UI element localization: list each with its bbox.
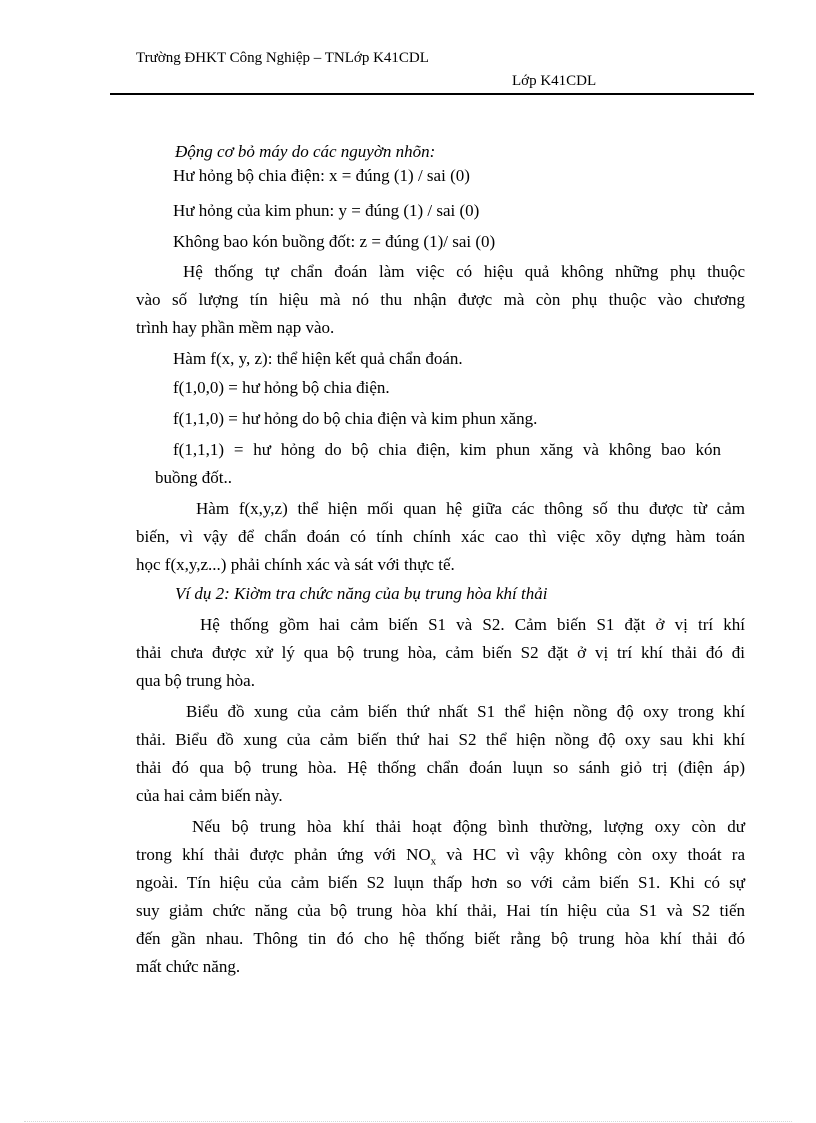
condition-x: Hư hỏng bộ chia điện: x = đúng (1) / sai (0)	[173, 166, 470, 185]
para4-line4: của hai cảm biến này.	[136, 786, 283, 805]
para3-line1: Hệ thống gồm hai cảm biến S1 và S2. Cảm biến S1 đặt ở vị trí khí	[200, 615, 745, 634]
para5-line4: suy giảm chức năng của bộ trung hòa khí thải, Hai tín hiệu của S1 và S2 tiến	[136, 901, 745, 920]
para1-line1: Hệ thống tự chẩn đoán làm việc có hiệu quả không những phụ thuộc	[183, 262, 745, 281]
para2-line2: biến, vì vậy để chẩn đoán có tính chính xác cao thì việc xõy dựng hàm toán	[136, 527, 745, 546]
function-f100: f(1,0,0) = hư hỏng bộ chia điện.	[173, 378, 390, 397]
para2-line3: học f(x,y,z...) phải chính xác và sát với thực tế.	[136, 555, 455, 574]
para4-line2: thải. Biểu đồ xung của cảm biến thứ hai S2 thể hiện nồng độ oxy sau khi khí	[136, 730, 745, 749]
function-definition: Hàm f(x, y, z): thể hiện kết quả chẩn đoán.	[173, 349, 463, 368]
condition-y: Hư hỏng của kim phun: y = đúng (1) / sai (0)	[173, 201, 480, 220]
para5-line2-start: trong khí thải được phản ứng với NO	[136, 845, 431, 864]
header-divider	[110, 93, 754, 95]
para5-line2-end: và HC vì vậy không còn oxy thoát ra	[436, 845, 745, 864]
function-f111-line2: buồng đốt..	[155, 468, 232, 487]
para5-line3: ngoài. Tín hiệu của cảm biến S2 luụn thấp hơn so với cảm biến S1. Khi có sự	[136, 873, 745, 892]
condition-z: Không bao kón buồng đốt: z = đúng (1)/ sai (0)	[173, 232, 496, 251]
para4-line3: thải đó qua bộ trung hòa. Hệ thống chẩn đoán luụn so sánh giỏ trị (điện áp)	[136, 758, 745, 777]
para3-line3: qua bộ trung hòa.	[136, 671, 255, 690]
para2-line1: Hàm f(x,y,z) thể hiện mối quan hệ giữa các thông số thu được từ cảm	[196, 499, 745, 518]
para1-line3: trình hay phần mềm nạp vào.	[136, 318, 335, 337]
nox-subscript: x	[430, 855, 437, 868]
example-2-heading: Ví dụ 2: Kiờm tra chức năng của bụ trung hòa khí thải	[175, 584, 548, 603]
para4-line1: Biểu đồ xung của cảm biến thứ nhất S1 thể hiện nồng độ oxy trong khí	[186, 702, 745, 721]
para5-line6: mất chức năng.	[136, 957, 241, 976]
para3-line2: thải chưa được xử lý qua bộ trung hòa, cảm biến S2 đặt ở vị trí khí thải đó đi	[136, 643, 745, 662]
para5-line2	[136, 845, 745, 871]
page-bottom-edge	[24, 1121, 792, 1122]
function-f111-line1: f(1,1,1) = hư hỏng do bộ chia điện, kim phun xăng và không bao kón	[173, 440, 721, 459]
para1-line2: vào số lượng tín hiệu mà nó thu nhận được mà còn phụ thuộc vào chương	[136, 290, 745, 309]
header-class: Lớp K41CDL	[512, 73, 597, 89]
para5-line1: Nếu bộ trung hòa khí thải hoạt động bình thường, lượng oxy còn dư	[192, 817, 745, 836]
para5-line5: đến gần nhau. Thông tin đó cho hệ thống biết rằng bộ trung hòa khí thải đó	[136, 929, 745, 948]
heading-engine-causes: Động cơ bỏ máy do các nguyờn nhõn:	[175, 142, 436, 161]
header-school: Trường ĐHKT Công Nghiệp – TNLớp K41CDL	[136, 50, 429, 66]
function-f110: f(1,1,0) = hư hỏng do bộ chia điện và kim phun xăng.	[173, 409, 538, 428]
